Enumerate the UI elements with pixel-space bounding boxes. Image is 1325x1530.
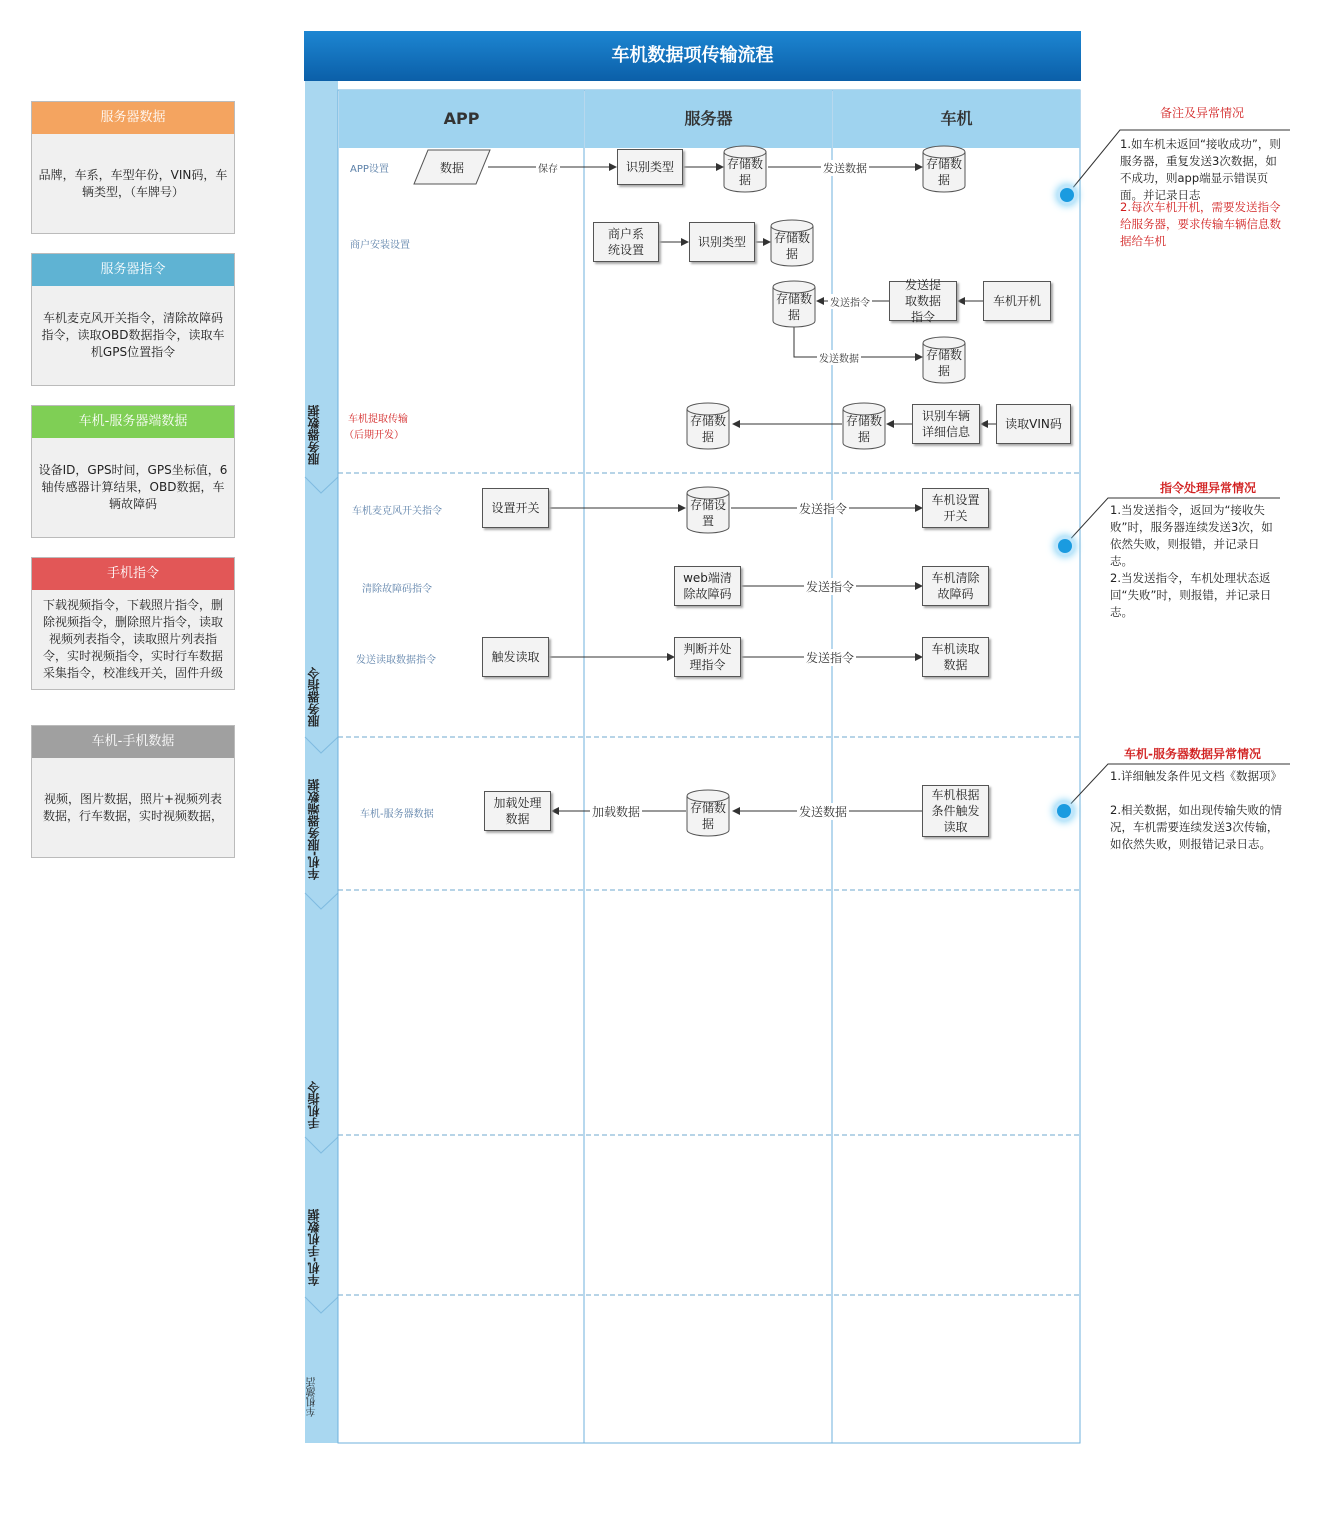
edge-label-send-data: 发送数据	[799, 805, 848, 819]
note-title-command: 指令处理异常情况	[1160, 481, 1257, 495]
column-header-vehicle: 车机	[833, 90, 1080, 148]
storage-cylinder	[772, 280, 816, 328]
note-text-remarks: 1.如车机未返回“接收成功”，则服务器，重复发送3次数据，如不成功，则app端显示错误页面。并记录日志	[1120, 137, 1281, 202]
storage-label: 存储数据	[845, 414, 882, 444]
identify-type-box: 识别类型	[617, 149, 683, 185]
row-label-read-cmd: 发送读取数据指令	[356, 655, 436, 666]
storage-cylinder	[770, 219, 814, 267]
storage-label: 存储数据	[773, 231, 810, 261]
edge-label-send-data: 发送数据	[823, 162, 867, 175]
legend-header: 车机-手机数据	[32, 726, 234, 758]
row-label-mic: 车机麦克风开关指令	[352, 506, 442, 517]
storage-label: 存储数据	[925, 157, 962, 187]
row-label-clear-fault: 清除故障码指令	[362, 584, 432, 595]
storage-label: 存储数据	[925, 348, 962, 378]
storage-cylinder	[922, 145, 966, 193]
edge-label-send-cmd: 发送指令	[799, 502, 848, 516]
legend-text: 品牌，车系，车型年份，VIN码，车辆类型，（车牌号）	[38, 167, 228, 199]
note-text-command-2: 2.当发送指令，车机处理状态返回“失败”时，则报错，并记录日志。	[1110, 571, 1272, 619]
vehicle-read-data-box: 车机读取数据	[922, 637, 989, 677]
vehicle-set-switch-box: 车机设置开关	[922, 488, 989, 528]
edge-label-send-cmd: 发送指令	[828, 294, 872, 309]
storage-label: 存储数据	[775, 292, 812, 322]
identify-vehicle-box: 识别车辆详细信息	[912, 404, 980, 444]
set-switch-box: 设置开关	[482, 488, 549, 528]
note-title-remarks: 备注及异常情况	[1160, 106, 1245, 120]
note-marker-icon	[1060, 188, 1074, 202]
storage-label: 存储数据	[689, 801, 726, 831]
column-header-app: APP	[339, 90, 584, 148]
load-process-box: 加载处理数据	[484, 791, 551, 831]
judge-command-box: 判断并处理指令	[674, 637, 741, 677]
storage-cylinder	[686, 402, 730, 450]
legend-text: 设备ID，GPS时间，GPS坐标值，6轴传感器计算结果，OBD数据，车辆故障码	[38, 463, 228, 511]
merchant-system-box: 商户系统设置	[593, 222, 659, 262]
edge-label-send-cmd: 发送指令	[806, 580, 855, 594]
storage-cylinder	[686, 789, 730, 837]
vehicle-clear-fault-box: 车机清除故障码	[922, 566, 989, 606]
note-marker-icon	[1057, 804, 1071, 818]
row-label-merchant: 商户安装设置	[350, 240, 410, 251]
storage-cylinder	[842, 402, 886, 450]
swimlane-phone-command: 手机指令	[307, 1081, 321, 1129]
legend-header: 车机-服务器端数据	[32, 406, 234, 438]
legend-text: 车机麦克风开关指令，清除故障码指令，读取OBD数据指令，读取车机GPS位置指令	[41, 311, 225, 359]
swimlane-vehicle-phone-data: 车机-手机数据	[307, 1209, 321, 1286]
page-title: 车机数据项传输流程	[304, 31, 1081, 81]
storage-cylinder	[723, 145, 767, 193]
note-title-vehicle-server: 车机-服务器数据异常情况	[1124, 747, 1261, 761]
edge-label-load-data: 加载数据	[592, 805, 641, 819]
edge-label-save: 保存	[536, 160, 560, 175]
vehicle-trigger-box: 车机根据条件触发读取	[922, 785, 989, 837]
column-header-server: 服务器	[585, 90, 832, 148]
row-label-app-setting: APP设置	[350, 164, 389, 175]
row-label-vehicle-fetch-sub: （后期开发）	[344, 430, 404, 441]
vehicle-power-on-box: 车机开机	[983, 281, 1051, 321]
data-input-shape: 数据	[439, 161, 464, 175]
trigger-read-box: 触发读取	[482, 637, 549, 677]
storage-label: 存储数据	[689, 414, 726, 444]
legend-header: 手机指令	[32, 558, 234, 590]
row-label-vs-data: 车机-服务器数据	[360, 809, 434, 820]
note-text-command-1: 1.当发送指令，返回为“接收失败”时，服务器连续发送3次，如依然失败，则报错，并记录日志。	[1110, 503, 1273, 568]
read-vin-box: 读取VIN码	[996, 404, 1071, 444]
identify-type-box: 识别类型	[689, 222, 755, 262]
storage-cylinder	[922, 336, 966, 384]
storage-label: 存储数据	[726, 157, 763, 187]
swimlane-vehicle-server-data: 车机-服务器端数据	[307, 779, 321, 881]
storage-label: 存储设置	[689, 498, 726, 528]
swimlane-server-data: 服务器数据	[307, 405, 321, 465]
legend-text: 下载视频指令，下载照片指令，删除视频指令，删除照片指令，读取视频列表指令，读取照片列表指令，实时视频指令，实时行车数据采集指令，校准线开关，固件升级	[42, 598, 223, 680]
send-fetch-box: 发送提取数据指令	[889, 281, 957, 321]
row-label-vehicle-fetch: 车机提取传输	[348, 414, 408, 425]
edge-label-send-data: 发送数据	[817, 350, 861, 365]
web-clear-fault-box: web端清除故障码	[674, 566, 741, 606]
swimlane-server-command: 服务器指令	[307, 667, 321, 728]
legend-header: 服务器数据	[32, 102, 234, 134]
note-text-remarks-red: 2.每次车机开机，需要发送指令给服务器，要求传输车辆信息数据给车机	[1120, 200, 1281, 248]
swimlane-vehicle-activation: 车机激活	[307, 1377, 318, 1418]
legend-header: 服务器指令	[32, 254, 234, 286]
storage-cylinder	[686, 486, 730, 534]
note-marker-icon	[1058, 539, 1072, 553]
legend-text: 视频，图片数据，照片+视频列表数据，行车数据，实时视频数据，	[42, 791, 223, 823]
note-text-vehicle-server-2: 2.相关数据，如出现传输失败的情况，车机需要连续发送3次传输，如依然失败，则报错记录日志。	[1110, 803, 1282, 851]
edge-label-send-cmd: 发送指令	[806, 651, 855, 665]
note-text-vehicle-server-1: 1.详细触发条件见文档《数据项》	[1110, 769, 1282, 783]
